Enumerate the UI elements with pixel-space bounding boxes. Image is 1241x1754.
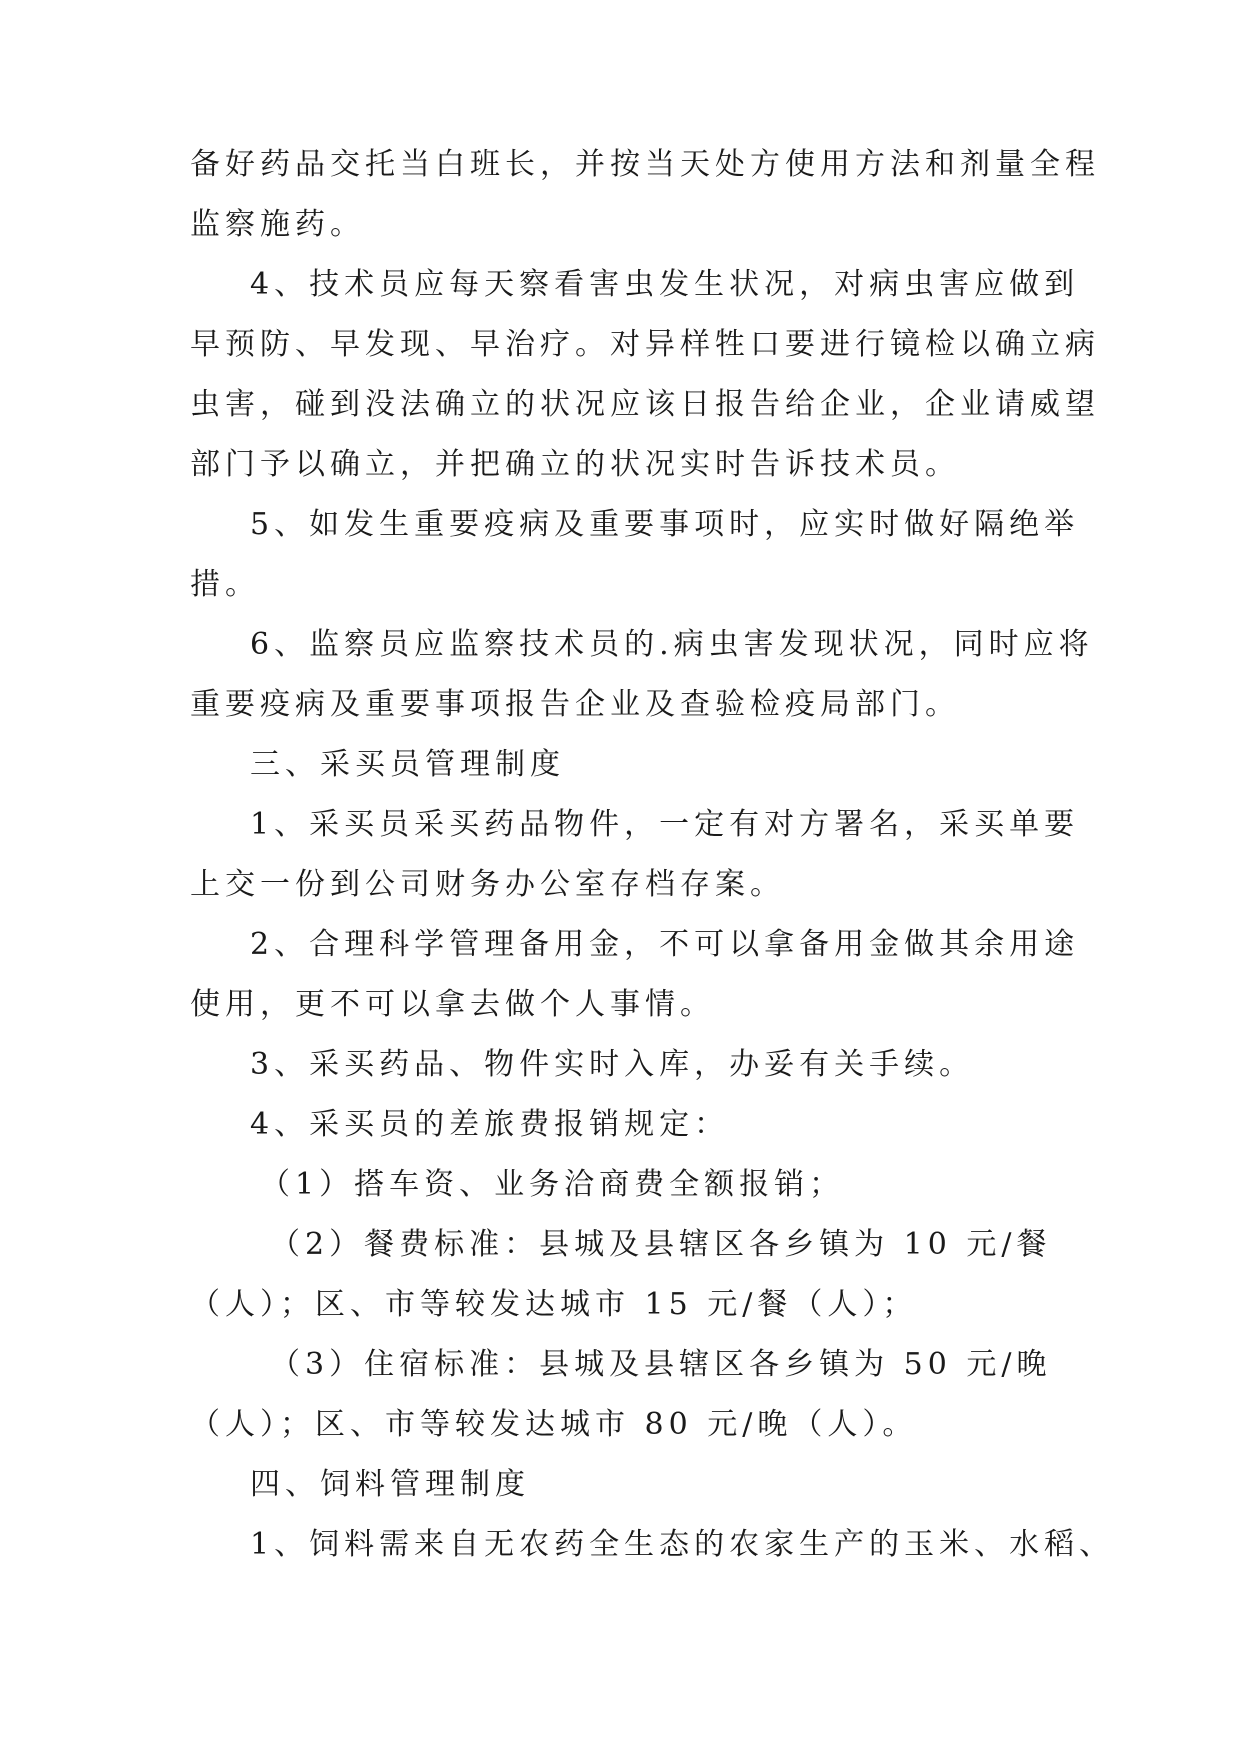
list-item: （2）餐费标准：县城及县辖区各乡镇为 10 元/餐 xyxy=(270,1227,1052,1262)
text-line: 早预防、早发现、早治疗。对异样牲口要进行镜检以确立病 xyxy=(190,327,1100,362)
text-line: 6、监察员应监察技术员的.病虫害发现状况，同时应将 xyxy=(250,627,1094,662)
text-line: 1、饲料需来自无农药全生态的农家生产的玉米、水稻、 xyxy=(250,1527,1115,1562)
section-heading: 四、饲料管理制度 xyxy=(250,1467,530,1502)
text-line: 部门予以确立，并把确立的状况实时告诉技术员。 xyxy=(190,447,960,482)
text-line: 4、采买员的差旅费报销规定： xyxy=(250,1107,730,1142)
text-line: 重要疫病及重要事项报告企业及查验检疫局部门。 xyxy=(190,687,960,722)
text-line: 上交一份到公司财务办公室存档存案。 xyxy=(190,867,785,902)
text-line: 监察施药。 xyxy=(190,207,365,242)
text-line: 2、合理科学管理备用金，不可以拿备用金做其余用途 xyxy=(250,927,1080,962)
text-line: 1、采买员采买药品物件，一定有对方署名，采买单要 xyxy=(250,807,1080,842)
section-heading: 三、采买员管理制度 xyxy=(250,747,565,782)
text-line: （人）；区、市等较发达城市 15 元/餐（人）； xyxy=(190,1287,918,1322)
text-line: 备好药品交托当白班长，并按当天处方使用方法和剂量全程 xyxy=(190,147,1100,182)
text-line: （人）；区、市等较发达城市 80 元/晚（人）。 xyxy=(190,1407,918,1442)
text-line: 4、技术员应每天察看害虫发生状况，对病虫害应做到 xyxy=(250,267,1080,302)
text-line: 使用，更不可以拿去做个人事情。 xyxy=(190,987,715,1022)
text-line: 5、如发生重要疫病及重要事项时，应实时做好隔绝举 xyxy=(250,507,1080,542)
text-line: 措。 xyxy=(190,567,260,602)
text-line: 3、采买药品、物件实时入库，办妥有关手续。 xyxy=(250,1047,975,1082)
list-item: （1）搭车资、业务洽商费全额报销； xyxy=(260,1167,845,1202)
text-line: 虫害，碰到没法确立的状况应该日报告给企业，企业请威望 xyxy=(190,387,1100,422)
list-item: （3）住宿标准：县城及县辖区各乡镇为 50 元/晚 xyxy=(270,1347,1052,1382)
